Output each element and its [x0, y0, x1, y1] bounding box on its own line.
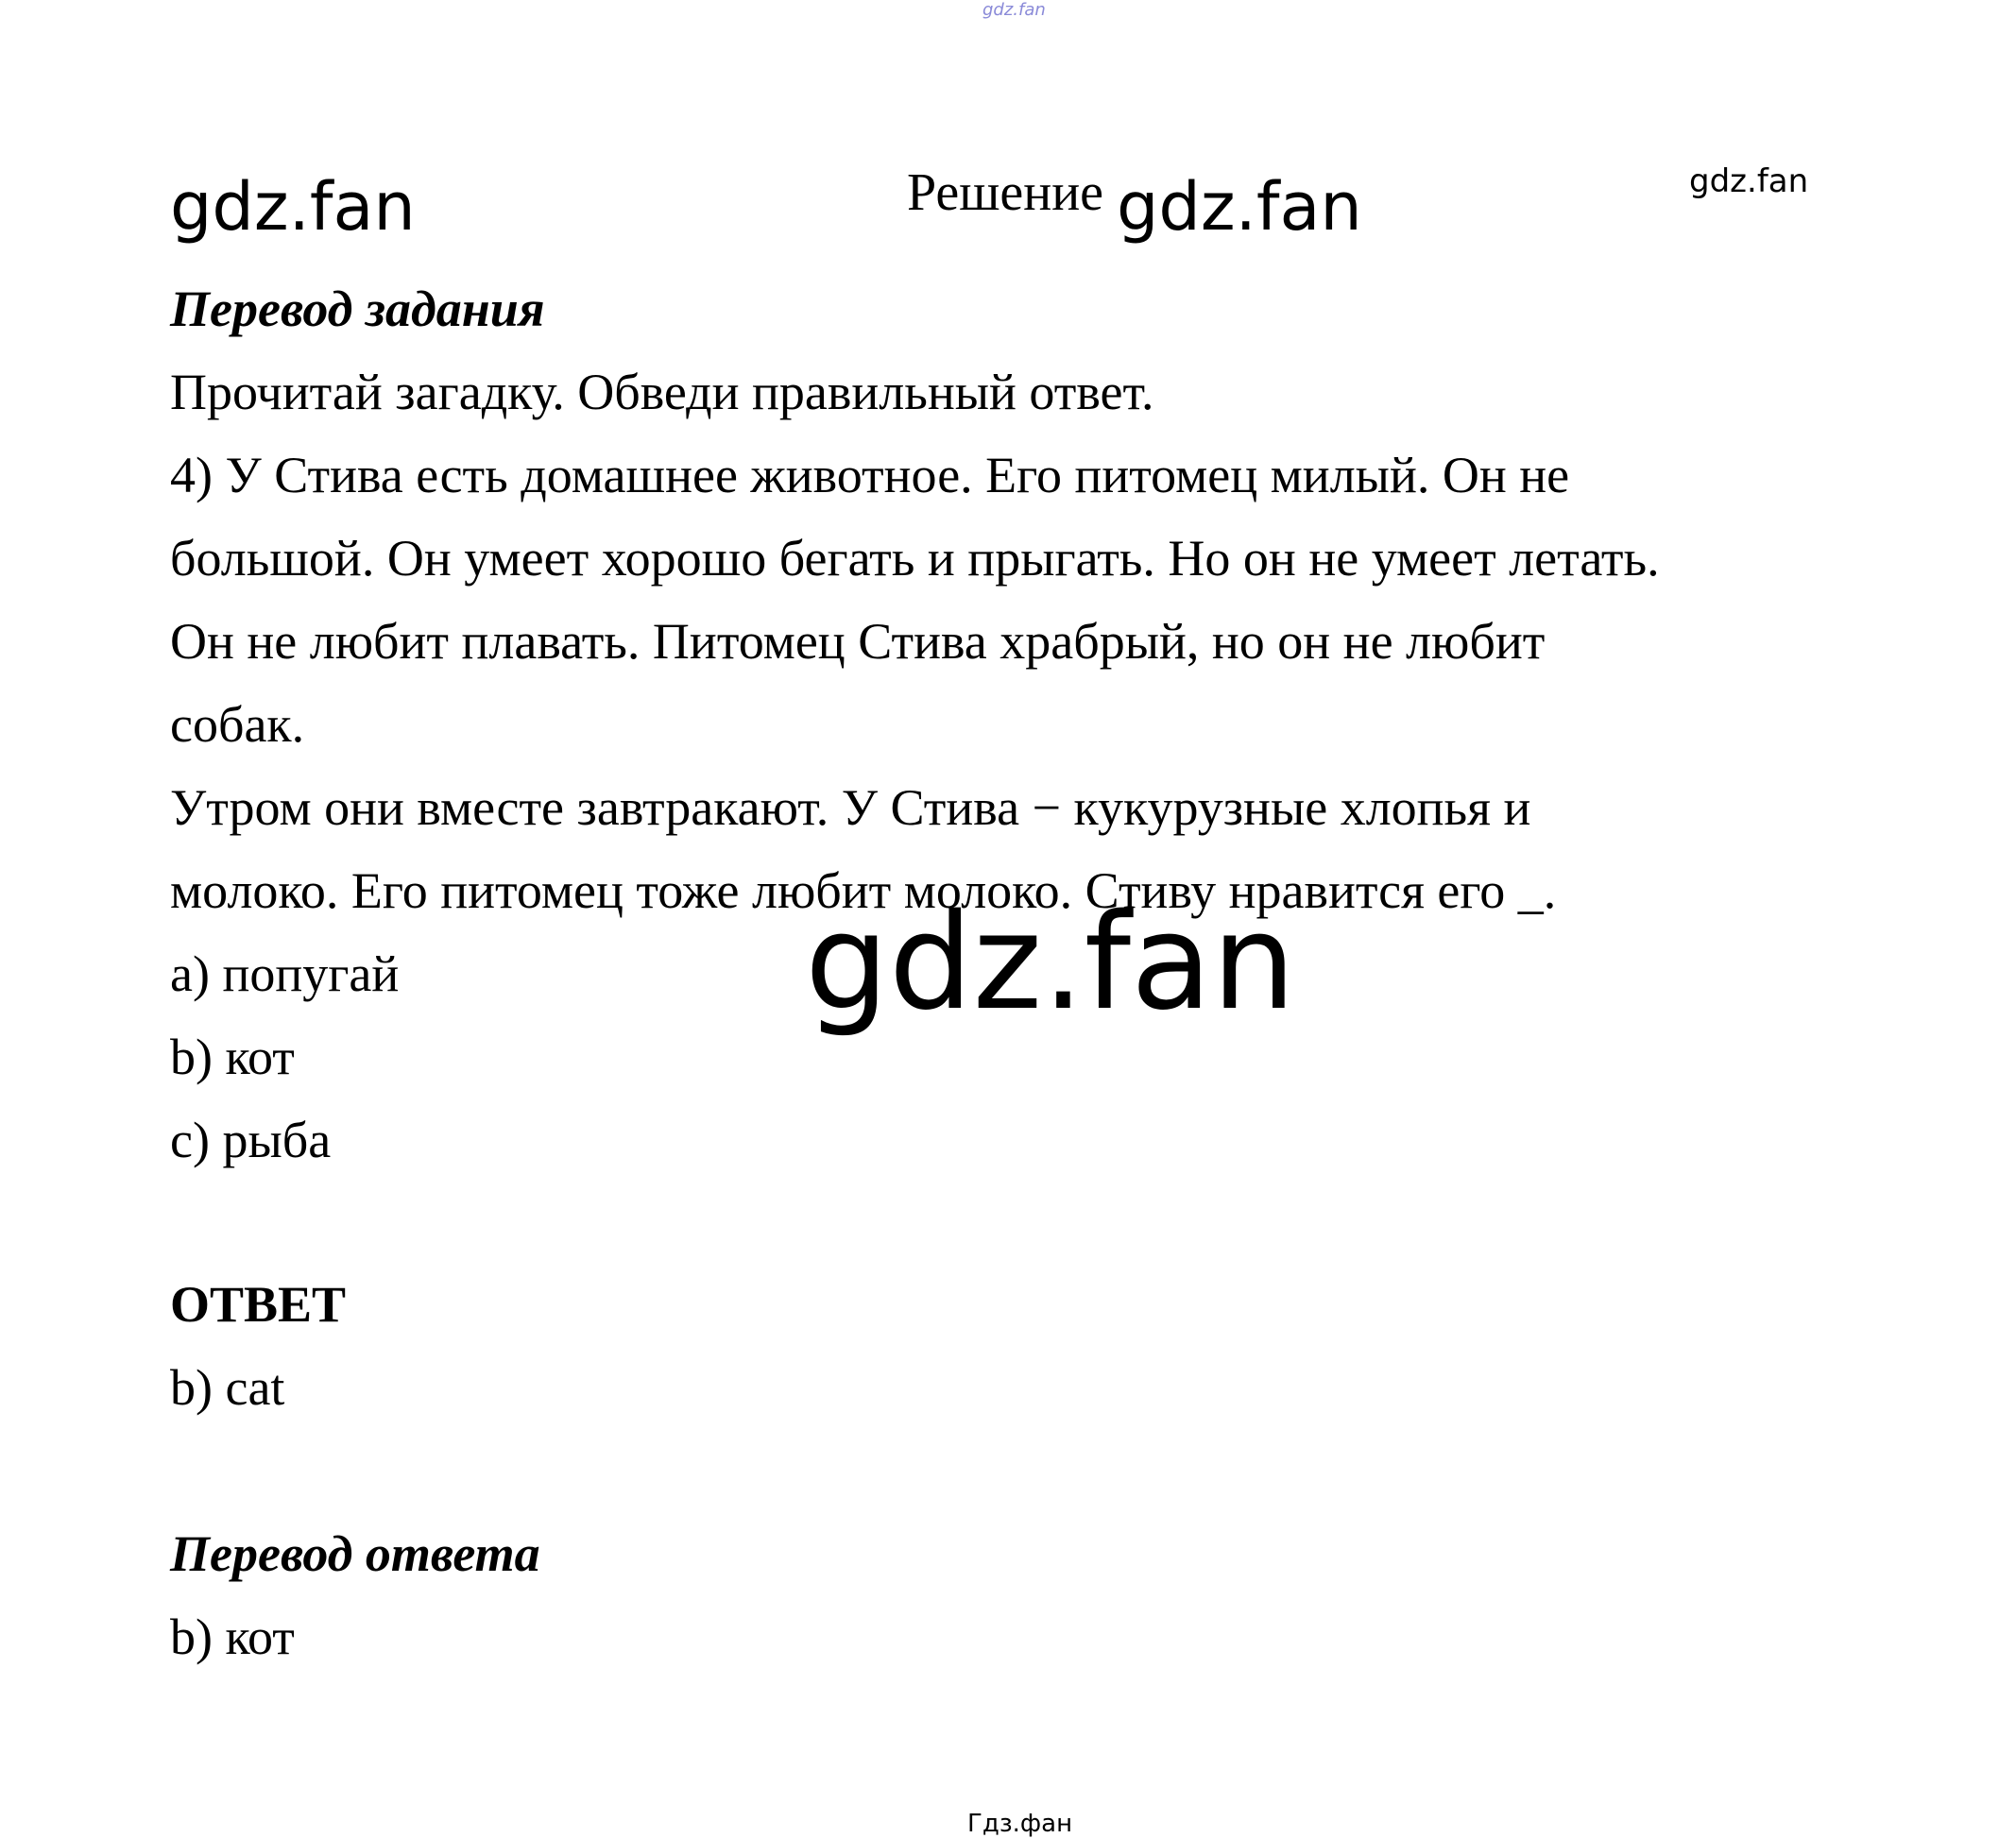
page-title: Решение: [907, 163, 1104, 222]
answer-translation-heading: Перевод ответа: [170, 1525, 540, 1582]
task-text-line: собак.: [170, 696, 305, 753]
task-text-line: 4) У Стива есть домашнее животное. Его питомец милый. Он не: [170, 447, 1570, 503]
task-text-line: большой. Он умеет хорошо бегать и прыгать. Но он не умеет летать.: [170, 530, 1660, 587]
task-translation-heading: Перевод задания: [170, 281, 545, 337]
task-text-line: Утром они вместе завтракают. У Стива − кукурузные хлопья и: [170, 779, 1531, 836]
answer-translation-value: b) кот: [170, 1608, 295, 1665]
option-b: b) кот: [170, 1029, 295, 1085]
task-text-line: Он не любит плавать. Питомец Стива храбрый, но он не любит: [170, 613, 1546, 670]
watermark-title: gdz.fan: [1117, 168, 1362, 246]
watermark-left: gdz.fan: [170, 168, 416, 246]
watermark-center: gdz.fan: [805, 886, 1296, 1040]
watermark-top: gdz.fan: [982, 0, 1046, 20]
answer-heading: ОТВЕТ: [170, 1276, 347, 1333]
option-a: a) попугай: [170, 945, 400, 1002]
watermark-bottom: Гдз.фан: [967, 1810, 1073, 1838]
task-text-line: молоко. Его питомец тоже любит молоко. Стиву нравится его _.: [170, 862, 1557, 919]
task-instruction: Прочитай загадку. Обведи правильный ответ.: [170, 364, 1154, 420]
answer-value: b) cat: [170, 1359, 285, 1416]
watermark-right: gdz.fan: [1689, 162, 1809, 200]
option-c: c) рыба: [170, 1112, 332, 1168]
